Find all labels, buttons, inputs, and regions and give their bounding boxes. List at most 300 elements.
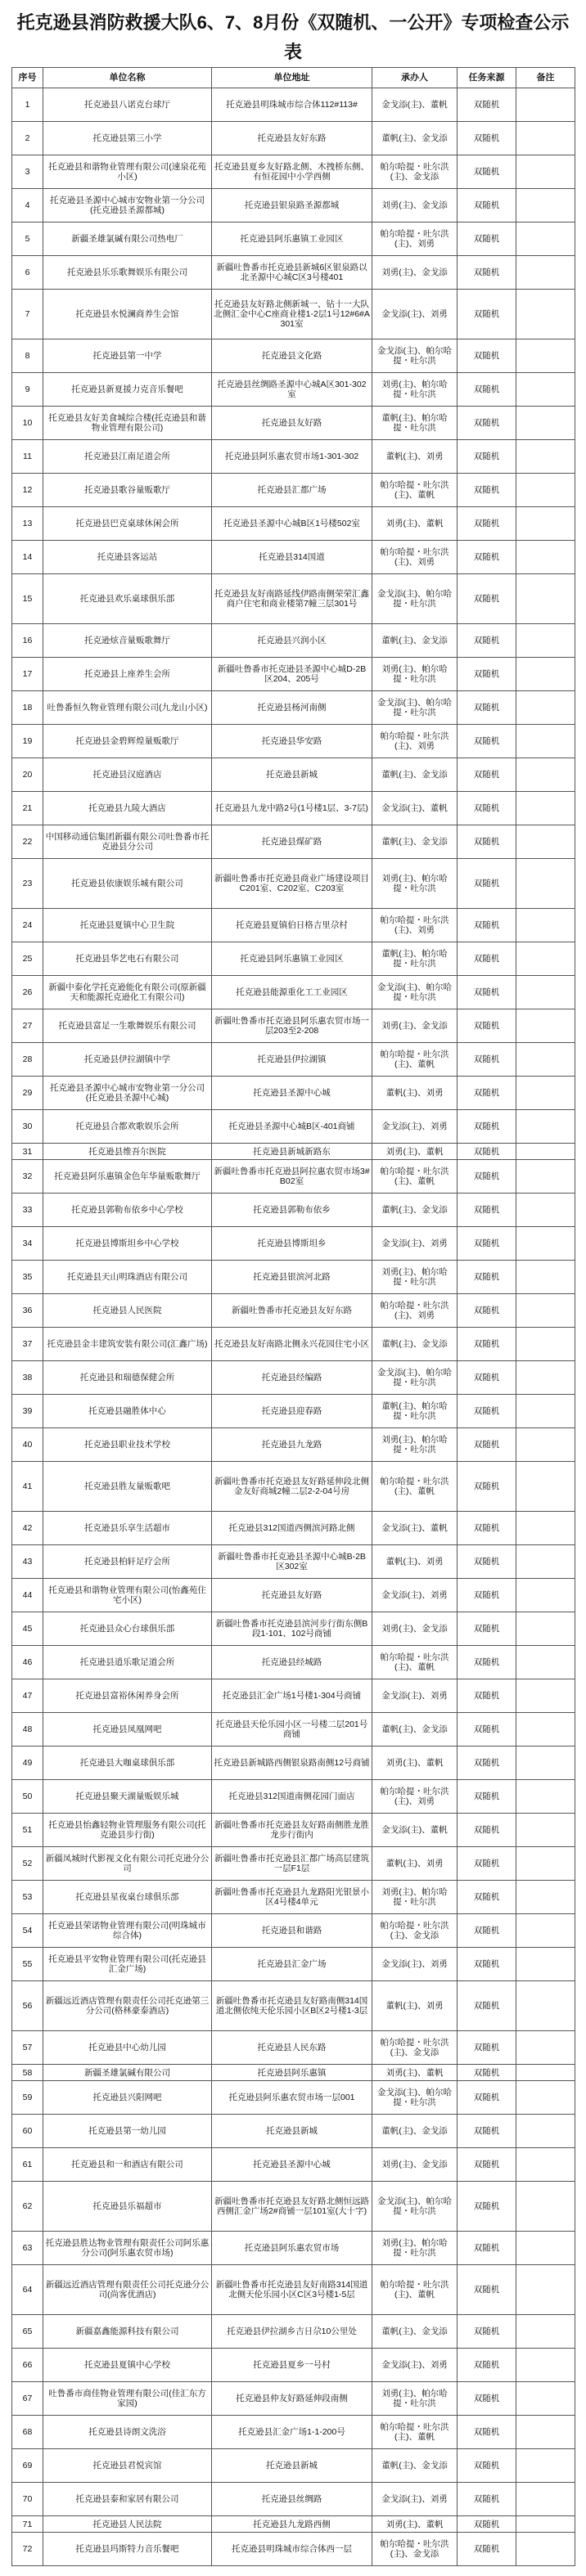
table-row	[12, 373, 575, 407]
cell-remarks	[516, 658, 575, 691]
header-remarks: 备注	[516, 68, 575, 88]
cell-task-source: 双随机	[458, 1043, 516, 1077]
cell-unit-name: 托克逊县九陵大酒店	[43, 792, 212, 825]
cell-unit-name: 托克逊县第一幼儿园	[43, 2115, 212, 2148]
cell-index: 48	[12, 1713, 43, 1747]
cell-index: 40	[12, 1428, 43, 1462]
cell-unit-name: 托克逊县天山明珠酒店有限公司	[43, 1261, 212, 1294]
cell-unit-name: 托克逊县巴克桌球休闲会所	[43, 507, 212, 541]
cell-unit-name: 托克逊县大咖桌球俱乐部	[43, 1747, 212, 1780]
cell-handler: 金戈添(主)、董帆	[372, 88, 458, 122]
cell-unit-address: 托克逊县友好路	[212, 1579, 372, 1612]
table-row	[12, 658, 575, 691]
cell-unit-name: 托克逊县富足一生歌舞娱乐有限公司	[43, 1009, 212, 1043]
cell-unit-address: 托克逊县汇金广场1-1-200号	[212, 2416, 372, 2449]
cell-unit-name: 托克逊县江南足道会所	[43, 440, 212, 474]
cell-unit-name: 托克逊炫音量贩歌舞厅	[43, 624, 212, 658]
table-row	[12, 155, 575, 189]
cell-index: 36	[12, 1294, 43, 1328]
cell-unit-name: 托克逊县欢乐桌球俱乐部	[43, 574, 212, 624]
cell-unit-name: 托克逊县友好美食城综合楼(托克逊县和谐物业管理有限公司)	[43, 407, 212, 440]
cell-task-source: 双随机	[458, 1713, 516, 1747]
cell-unit-address: 托克逊县阿乐惠农贸市场一层001	[212, 2081, 372, 2115]
cell-unit-name: 托克逊县和谐物业管理有限公司(怡鑫苑住宅小区)	[43, 1579, 212, 1612]
cell-unit-name: 托克逊县郭勒布依乡中心学校	[43, 1194, 212, 1227]
cell-unit-address: 托克逊县友好路	[212, 407, 372, 440]
cell-unit-address: 托克逊县明珠城市综合体西一层	[212, 2533, 372, 2566]
cell-handler: 刘勇(主)、金戈添	[372, 189, 458, 223]
table-row	[12, 942, 575, 976]
cell-handler: 金戈添(主)、刘勇	[372, 290, 458, 339]
cell-task-source: 双随机	[458, 792, 516, 825]
table-row	[12, 2449, 575, 2483]
cell-unit-name: 托克逊县和谐物业管理有限公司(速泉花苑小区)	[43, 155, 212, 189]
table-row	[12, 1780, 575, 1814]
cell-index: 41	[12, 1462, 43, 1512]
cell-unit-name: 新疆远近酒店管理有限责任公司托克逊第三分公司(格林豪泰酒店)	[43, 1981, 212, 2031]
cell-remarks	[516, 1679, 575, 1713]
cell-unit-address: 托克逊县人民东路	[212, 2031, 372, 2065]
cell-unit-address: 托克逊县友好路北侧新城一、钻十一大队北侧汇金中心C座商业楼1-2层1号12#6#A301室	[212, 290, 372, 339]
cell-task-source: 双随机	[458, 1077, 516, 1110]
cell-handler: 董帆(主)、帕尔哈提・吐尔洪	[372, 407, 458, 440]
cell-unit-address: 托克逊县华安路	[212, 725, 372, 758]
cell-unit-address: 托克逊县伊拉湖乡吉日尕10公里处	[212, 2315, 372, 2349]
cell-remarks	[516, 507, 575, 541]
cell-unit-address: 托克逊县312国道西侧滨河路北侧	[212, 1512, 372, 1545]
cell-unit-address: 新疆吐鲁番市托克逊县圣源中心城B-2B区302室	[212, 1545, 372, 1579]
cell-unit-address: 托克逊县314国道	[212, 541, 372, 574]
cell-index: 52	[12, 1847, 43, 1881]
table-row	[12, 407, 575, 440]
cell-remarks	[516, 1009, 575, 1043]
cell-remarks	[516, 1545, 575, 1579]
cell-task-source: 双随机	[458, 223, 516, 256]
cell-handler: 刘勇(主)、帕尔哈提・吐尔洪	[372, 1261, 458, 1294]
cell-remarks	[516, 2483, 575, 2516]
cell-remarks	[516, 1328, 575, 1361]
cell-unit-address: 新疆吐鲁番市托克逊县友好南路314国道北侧天伦乐园小区C区3号楼1-5层	[212, 2265, 372, 2315]
cell-index: 3	[12, 155, 43, 189]
cell-unit-address: 托克逊县汇金广场	[212, 1948, 372, 1981]
cell-remarks	[516, 1713, 575, 1747]
cell-unit-name: 托克逊县乐享生活超市	[43, 1512, 212, 1545]
cell-remarks	[516, 909, 575, 942]
table-header-row	[12, 68, 575, 88]
cell-unit-address: 托克逊县汇金广场1号楼1-304号商铺	[212, 1679, 372, 1713]
table-row	[12, 2115, 575, 2148]
cell-handler: 帕尔哈提・吐尔洪(主)、金戈添	[372, 155, 458, 189]
header-unit-address: 单位地址	[212, 68, 372, 88]
cell-task-source: 双随机	[458, 1194, 516, 1227]
cell-handler: 刘勇(主)、董帆	[372, 2065, 458, 2081]
cell-remarks	[516, 2148, 575, 2182]
cell-index: 24	[12, 909, 43, 942]
cell-handler: 董帆(主)、金戈添	[372, 2449, 458, 2483]
cell-unit-address: 托克逊县圣源中心城	[212, 1077, 372, 1110]
cell-remarks	[516, 1646, 575, 1679]
table-row	[12, 2483, 575, 2516]
cell-index: 17	[12, 658, 43, 691]
table-row	[12, 290, 575, 339]
cell-handler: 帕尔哈提・吐尔洪(主)、董帆	[372, 1462, 458, 1512]
cell-index: 42	[12, 1512, 43, 1545]
cell-index: 69	[12, 2449, 43, 2483]
cell-remarks	[516, 290, 575, 339]
table-row	[12, 1512, 575, 1545]
cell-unit-address: 托克逊县友好南路延线伊路南侧荣荣汇鑫商户住宅和商业楼第7幢三层301号	[212, 574, 372, 624]
cell-task-source: 双随机	[458, 2449, 516, 2483]
cell-task-source: 双随机	[458, 2148, 516, 2182]
cell-handler: 金戈添(主)、刘勇	[372, 1579, 458, 1612]
cell-handler: 刘勇(主)、帕尔哈提・吐尔洪	[372, 1428, 458, 1462]
cell-remarks	[516, 1747, 575, 1780]
cell-index: 26	[12, 976, 43, 1009]
cell-task-source: 双随机	[458, 1914, 516, 1948]
inspection-table	[11, 67, 575, 2566]
cell-remarks	[516, 373, 575, 407]
cell-index: 53	[12, 1881, 43, 1914]
cell-handler: 金戈添(主)、帕尔哈提・吐尔洪	[372, 691, 458, 725]
table-row	[12, 507, 575, 541]
cell-task-source: 双随机	[458, 1361, 516, 1395]
cell-unit-address: 新疆吐鲁番市托克逊县圣源中心城D-2B区204、205号	[212, 658, 372, 691]
cell-handler: 刘勇(主)、董帆	[372, 1144, 458, 1160]
table-row	[12, 1009, 575, 1043]
cell-index: 10	[12, 407, 43, 440]
header-unit-name: 单位名称	[43, 68, 212, 88]
cell-task-source: 双随机	[458, 1261, 516, 1294]
cell-unit-name: 托克逊县富裕休闲养身会所	[43, 1679, 212, 1713]
table-row	[12, 1462, 575, 1512]
cell-task-source: 双随机	[458, 256, 516, 290]
cell-unit-address: 新疆吐鲁番市托克逊县阿乐惠农贸市场一层203至2-208	[212, 1009, 372, 1043]
cell-unit-name: 托克逊县夏镇中心卫生院	[43, 909, 212, 942]
cell-remarks	[516, 1612, 575, 1646]
table-row	[12, 1043, 575, 1077]
cell-remarks	[516, 2182, 575, 2232]
cell-handler: 刘勇(主)、金戈添	[372, 1009, 458, 1043]
cell-task-source: 双随机	[458, 1847, 516, 1881]
cell-remarks	[516, 1579, 575, 1612]
table-row	[12, 691, 575, 725]
cell-task-source: 双随机	[458, 1328, 516, 1361]
cell-handler: 金戈添(主)、帕尔哈提・吐尔洪	[372, 976, 458, 1009]
cell-handler: 帕尔哈提・吐尔洪(主)、刘勇	[372, 725, 458, 758]
cell-handler: 刘勇(主)、帕尔哈提・吐尔洪	[372, 658, 458, 691]
cell-unit-address: 托克逊县圣源中心城B区1号楼502室	[212, 507, 372, 541]
cell-index: 63	[12, 2232, 43, 2265]
table-row	[12, 792, 575, 825]
cell-unit-address: 托克逊县经城路	[212, 1646, 372, 1679]
table-row	[12, 1545, 575, 1579]
cell-unit-address: 托克逊县天伦乐园小区一号楼二层201号商铺	[212, 1713, 372, 1747]
cell-task-source: 双随机	[458, 507, 516, 541]
cell-task-source: 双随机	[458, 1160, 516, 1194]
cell-unit-name: 托克逊县博斯坦乡中心学校	[43, 1227, 212, 1261]
cell-unit-address: 托克逊县友好东路	[212, 122, 372, 155]
cell-index: 43	[12, 1545, 43, 1579]
cell-unit-address: 托克逊县圣源中心城	[212, 2148, 372, 2182]
cell-task-source: 双随机	[458, 2315, 516, 2349]
cell-remarks	[516, 1512, 575, 1545]
cell-handler: 帕尔哈提・吐尔洪(主)、刘勇	[372, 1780, 458, 1814]
cell-unit-name: 托克逊县胜达物业管理有限责任公司阿乐惠分公司(阿乐惠农贸市场)	[43, 2232, 212, 2265]
cell-index: 7	[12, 290, 43, 339]
cell-index: 23	[12, 859, 43, 909]
cell-task-source: 双随机	[458, 2182, 516, 2232]
cell-unit-name: 托克逊县职业技术学校	[43, 1428, 212, 1462]
cell-handler: 刘勇(主)、金戈添	[372, 256, 458, 290]
cell-remarks	[516, 2449, 575, 2483]
cell-index: 61	[12, 2148, 43, 2182]
cell-handler: 刘勇(主)、帕尔哈提・吐尔洪	[372, 373, 458, 407]
cell-unit-address: 托克逊县阿乐惠农贸市场	[212, 2232, 372, 2265]
cell-unit-name: 托克逊县人民医院	[43, 1294, 212, 1328]
cell-index: 22	[12, 825, 43, 859]
cell-task-source: 双随机	[458, 859, 516, 909]
cell-unit-address: 托克逊县新城	[212, 2449, 372, 2483]
table-row	[12, 2315, 575, 2349]
cell-handler: 帕尔哈提・吐尔洪(主)、刘勇	[372, 1294, 458, 1328]
cell-remarks	[516, 976, 575, 1009]
table-row	[12, 189, 575, 223]
cell-handler: 董帆(主)、金戈添	[372, 122, 458, 155]
cell-task-source: 双随机	[458, 373, 516, 407]
cell-task-source: 双随机	[458, 2416, 516, 2449]
cell-remarks	[516, 1144, 575, 1160]
cell-unit-name: 托克逊县歌谷量贩歌厅	[43, 474, 212, 507]
cell-unit-address: 新疆吐鲁番市托克逊县友好路延伸段北侧金友好商城2幢二层2-2-04号房	[212, 1462, 372, 1512]
cell-index: 37	[12, 1328, 43, 1361]
cell-unit-address: 托克逊县杨河南侧	[212, 691, 372, 725]
cell-index: 2	[12, 122, 43, 155]
cell-unit-address: 新疆吐鲁番市托克逊县友好路北侧恒远路西侧汇金广场2#商铺一层101室(大十字)	[212, 2182, 372, 2232]
cell-task-source: 双随机	[458, 2115, 516, 2148]
cell-unit-address: 托克逊县汇都广场	[212, 474, 372, 507]
cell-index: 67	[12, 2382, 43, 2416]
cell-handler: 董帆(主)、帕尔哈提・吐尔洪	[372, 942, 458, 976]
cell-handler: 金戈添(主)、帕尔哈提・吐尔洪	[372, 1361, 458, 1395]
cell-unit-address: 托克逊县银泉路圣源都城	[212, 189, 372, 223]
cell-handler: 金戈添(主)、帕尔哈提・吐尔洪	[372, 2182, 458, 2232]
cell-index: 11	[12, 440, 43, 474]
cell-handler: 帕尔哈提・吐尔洪(主)、刘勇	[372, 223, 458, 256]
cell-handler: 董帆(主)、刘勇	[372, 1981, 458, 2031]
cell-remarks	[516, 1847, 575, 1881]
table-body	[12, 88, 575, 2566]
cell-task-source: 双随机	[458, 2265, 516, 2315]
cell-index: 29	[12, 1077, 43, 1110]
cell-handler: 金戈添(主)、刘勇	[372, 1679, 458, 1713]
cell-remarks	[516, 2232, 575, 2265]
cell-index: 31	[12, 1144, 43, 1160]
cell-unit-address: 新疆吐鲁番市托克逊县滨河步行街东侧B段1-101、102号商铺	[212, 1612, 372, 1646]
cell-unit-address: 托克逊县文化路	[212, 339, 372, 373]
cell-remarks	[516, 339, 575, 373]
cell-index: 49	[12, 1747, 43, 1780]
cell-task-source: 双随机	[458, 2382, 516, 2416]
cell-task-source: 双随机	[458, 1679, 516, 1713]
cell-handler: 金戈添(主)、董帆	[372, 1512, 458, 1545]
cell-unit-address: 托克逊县经编路	[212, 1361, 372, 1395]
cell-remarks	[516, 1043, 575, 1077]
cell-unit-name: 托克逊县夏镇中心学校	[43, 2349, 212, 2382]
cell-task-source: 双随机	[458, 339, 516, 373]
cell-index: 70	[12, 2483, 43, 2516]
cell-unit-name: 托克逊县玛斯特力音乐餐吧	[43, 2533, 212, 2566]
cell-index: 4	[12, 189, 43, 223]
cell-unit-address: 托克逊县兴润小区	[212, 624, 372, 658]
table-row	[12, 1814, 575, 1847]
cell-remarks	[516, 440, 575, 474]
table-row	[12, 2232, 575, 2265]
cell-task-source: 双随机	[458, 658, 516, 691]
cell-index: 55	[12, 1948, 43, 1981]
cell-task-source: 双随机	[458, 407, 516, 440]
cell-unit-name: 托克逊县逍乐歌足道会所	[43, 1646, 212, 1679]
cell-handler: 帕尔哈提・吐尔洪(主)、董帆	[372, 474, 458, 507]
table-row	[12, 1981, 575, 2031]
cell-task-source: 双随机	[458, 2349, 516, 2382]
cell-index: 64	[12, 2265, 43, 2315]
cell-task-source: 双随机	[458, 2232, 516, 2265]
cell-unit-name: 托克逊县星夜桌台球俱乐部	[43, 1881, 212, 1914]
cell-task-source: 双随机	[458, 1009, 516, 1043]
cell-unit-address: 托克逊县夏镇伯日格吉里尕村	[212, 909, 372, 942]
cell-unit-name: 托克逊县中心幼儿园	[43, 2031, 212, 2065]
cell-handler: 金戈添(主)、刘勇	[372, 1948, 458, 1981]
table-row	[12, 1361, 575, 1395]
cell-unit-address: 托克逊县九龙路西侧	[212, 2516, 372, 2533]
cell-handler: 帕尔哈提・吐尔洪(主)、董帆	[372, 2416, 458, 2449]
cell-remarks	[516, 1395, 575, 1428]
cell-unit-address: 新疆吐鲁番市托克逊县汇都广场高层建筑一层F1层	[212, 1847, 372, 1881]
cell-task-source: 双随机	[458, 691, 516, 725]
table-row	[12, 474, 575, 507]
cell-unit-name: 托克逊县平安物业管理有限公司(托克逊县汇金广场)	[43, 1948, 212, 1981]
cell-index: 57	[12, 2031, 43, 2065]
cell-index: 50	[12, 1780, 43, 1814]
cell-unit-address: 托克逊县明珠城市综合体112#113#	[212, 88, 372, 122]
cell-remarks	[516, 2349, 575, 2382]
table-row	[12, 825, 575, 859]
cell-index: 30	[12, 1110, 43, 1144]
cell-remarks	[516, 1881, 575, 1914]
table-row	[12, 2265, 575, 2315]
cell-remarks	[516, 407, 575, 440]
cell-task-source: 双随机	[458, 1428, 516, 1462]
cell-unit-name: 托克逊县融胜体中心	[43, 1395, 212, 1428]
cell-remarks	[516, 474, 575, 507]
cell-unit-name: 托克逊县圣源中心城市安物业第一分公司(托克逊县圣源都城)	[43, 189, 212, 223]
cell-remarks	[516, 2115, 575, 2148]
cell-task-source: 双随机	[458, 1780, 516, 1814]
table-row	[12, 88, 575, 122]
cell-unit-name: 托克逊县新夏援力克音乐餐吧	[43, 373, 212, 407]
cell-remarks	[516, 223, 575, 256]
cell-task-source: 双随机	[458, 624, 516, 658]
cell-remarks	[516, 942, 575, 976]
cell-unit-name: 托克逊县第三小学	[43, 122, 212, 155]
table-row	[12, 574, 575, 624]
cell-unit-name: 托克逊县客运站	[43, 541, 212, 574]
cell-unit-address: 新疆吐鲁番市托克逊县商业广场建设项目C201室、C202室、C203室	[212, 859, 372, 909]
cell-index: 72	[12, 2533, 43, 2566]
header-index: 序号	[12, 68, 43, 88]
table-row	[12, 1713, 575, 1747]
cell-remarks	[516, 2533, 575, 2566]
cell-unit-name: 托克逊县泰和家居有限公司	[43, 2483, 212, 2516]
cell-index: 54	[12, 1914, 43, 1948]
cell-unit-address: 托克逊县阿乐惠镇工业园区	[212, 223, 372, 256]
cell-unit-address: 新疆吐鲁番市托克逊县新城6区银泉路以北圣源中心城C区3号楼401	[212, 256, 372, 290]
cell-handler: 董帆(主)、刘勇	[372, 1077, 458, 1110]
cell-remarks	[516, 1160, 575, 1194]
cell-unit-name: 托克逊县圣源中心城市安物业第一分公司(托克逊县圣源中心城)	[43, 1077, 212, 1110]
cell-handler: 帕尔哈提・吐尔洪(主)、金戈添	[372, 2533, 458, 2566]
cell-handler: 金戈添(主)、刘勇	[372, 1227, 458, 1261]
cell-handler: 金戈添(主)、董帆	[372, 792, 458, 825]
cell-unit-name: 托克逊县乐福超市	[43, 2182, 212, 2232]
table-row	[12, 1612, 575, 1646]
cell-unit-address: 新疆吐鲁番市托克逊县友好东路	[212, 1294, 372, 1328]
cell-handler: 金戈添(主)、帕尔哈提・吐尔洪	[372, 574, 458, 624]
cell-remarks	[516, 88, 575, 122]
cell-remarks	[516, 1294, 575, 1328]
cell-task-source: 双随机	[458, 825, 516, 859]
cell-task-source: 双随机	[458, 1395, 516, 1428]
table-row	[12, 2081, 575, 2115]
cell-handler: 董帆(主)、刘勇	[372, 440, 458, 474]
cell-handler: 金戈添(主)、董帆	[372, 1814, 458, 1847]
cell-unit-address: 托克逊县丝绸路圣源中心城A区301-302室	[212, 373, 372, 407]
cell-unit-address: 托克逊县夏乡一号村	[212, 2349, 372, 2382]
page-title: 托克逊县消防救援大队6、7、8月份《双随机、一公开》专项检查公示表	[16, 12, 570, 62]
cell-unit-address: 托克逊县夏乡友好路北侧、木拽桥东侧、有恒花园中小学西侧	[212, 155, 372, 189]
cell-index: 47	[12, 1679, 43, 1713]
cell-unit-address: 托克逊县银滨河北路	[212, 1261, 372, 1294]
cell-task-source: 双随机	[458, 122, 516, 155]
cell-unit-address: 托克逊县新城路西侧银泉路南侧12号商铺	[212, 1747, 372, 1780]
cell-index: 21	[12, 792, 43, 825]
table-row	[12, 2065, 575, 2081]
table-row	[12, 1948, 575, 1981]
cell-remarks	[516, 792, 575, 825]
cell-remarks	[516, 725, 575, 758]
cell-task-source: 双随机	[458, 1948, 516, 1981]
cell-task-source: 双随机	[458, 474, 516, 507]
cell-remarks	[516, 1981, 575, 2031]
cell-index: 35	[12, 1261, 43, 1294]
table-row	[12, 256, 575, 290]
cell-index: 28	[12, 1043, 43, 1077]
cell-remarks	[516, 825, 575, 859]
table-row	[12, 859, 575, 909]
cell-unit-name: 托克逊县人民法院	[43, 2516, 212, 2533]
cell-remarks	[516, 2516, 575, 2533]
table-row	[12, 1646, 575, 1679]
cell-unit-name: 托克逊县聚天湖量贩娱乐城	[43, 1780, 212, 1814]
cell-unit-address: 托克逊县九龙路	[212, 1428, 372, 1462]
table-row	[12, 1077, 575, 1110]
cell-index: 46	[12, 1646, 43, 1679]
cell-task-source: 双随机	[458, 88, 516, 122]
header-task-source: 任务来源	[458, 68, 516, 88]
cell-unit-name: 托克逊县怡鑫轻物业管理服务有限公司(托克逊县步行街)	[43, 1814, 212, 1847]
cell-task-source: 双随机	[458, 1881, 516, 1914]
cell-remarks	[516, 2382, 575, 2416]
